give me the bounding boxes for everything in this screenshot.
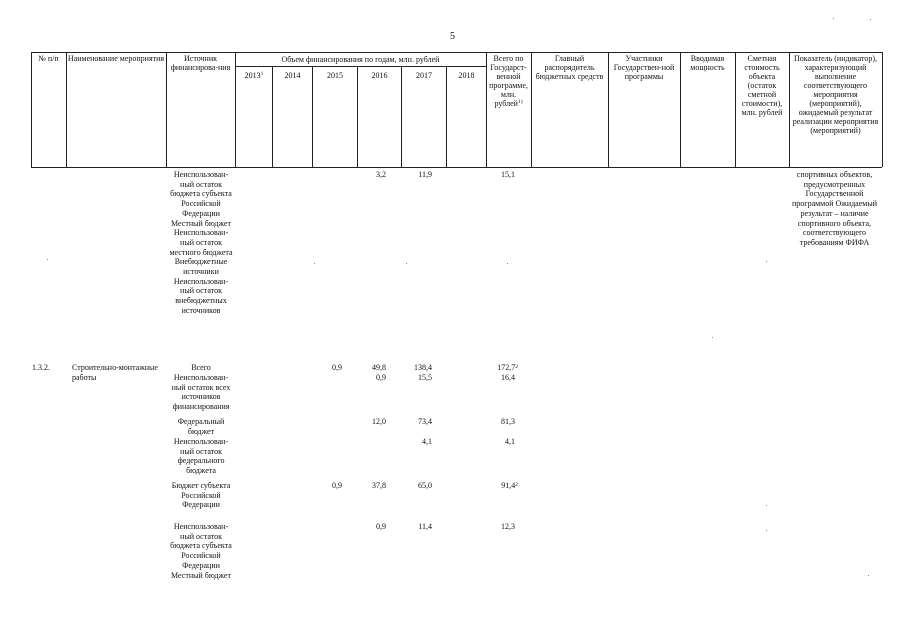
col-line	[401, 66, 402, 167]
row-total: 4,1	[505, 437, 515, 446]
row-2016: 37,8	[372, 481, 386, 490]
scan-speck	[712, 337, 713, 338]
header-total: Всего по Государст-венной программе, млн. рублей$^{1)}$	[489, 54, 528, 108]
row-2017: 65,0	[418, 481, 432, 490]
header-estimate: Сметная стоимость объекта (остаток сметной стоимости), млн. рублей	[741, 54, 783, 117]
row-total: 172,7$^2$	[497, 363, 518, 372]
header-bottom-border	[31, 167, 882, 168]
row-2017: 4,1	[422, 437, 432, 446]
row-source: Всего	[191, 363, 211, 372]
table-top-border	[31, 52, 882, 53]
section-a-2017: 11,9	[418, 170, 432, 179]
row-2015: 0,9	[332, 481, 342, 490]
row-2017: 15,5	[418, 373, 432, 382]
scan-speck	[833, 18, 834, 19]
section-a-2016: 3,2	[376, 170, 386, 179]
header-year-2014: 2014	[284, 71, 301, 80]
scan-speck	[406, 263, 407, 264]
col-line	[446, 66, 447, 167]
header-capacity: Вводимая мощность	[690, 54, 725, 72]
row-2017: 73,4	[418, 417, 432, 426]
header-year-2017: 2017	[416, 71, 432, 80]
row-total: 91,4$^2$	[501, 481, 518, 490]
row-2016: 12,0	[372, 417, 386, 426]
header-source: Источник финансирова-ния	[170, 54, 231, 72]
col-line	[882, 52, 883, 167]
col-line	[66, 52, 67, 167]
section-a-total: 15,1	[501, 170, 515, 179]
scan-speck	[766, 530, 767, 531]
header-manager: Главный распорядитель бюджетных средств	[535, 54, 604, 81]
row-2017: 11,4	[418, 522, 432, 531]
col-line	[272, 66, 273, 167]
col-line	[235, 52, 236, 167]
row-2017: 138,4	[414, 363, 432, 372]
row-total: 16,4	[501, 373, 515, 382]
scan-speck	[766, 505, 767, 506]
scan-speck	[870, 19, 871, 20]
header-name: Наименование мероприятия	[67, 54, 165, 63]
header-participants: Участники Государствен-ной программы	[613, 54, 675, 81]
header-year-2016: 2016	[371, 71, 388, 80]
header-year-2018: 2018	[458, 71, 475, 80]
row-total: 81,3	[501, 417, 515, 426]
row-2016: 49,8	[372, 363, 386, 372]
scan-speck	[47, 259, 48, 260]
row-total: 12,3	[501, 522, 515, 531]
row-source: Неиспользован-ный остаток всех источников финансирования	[171, 373, 231, 412]
section-b-name: Строительно-монтажные работы	[72, 363, 158, 382]
row-2016: 0,9	[376, 373, 386, 382]
scan-speck	[766, 261, 767, 262]
header-indicator: Показатель (индикатор), характеризующий выполнение соответствующего мероприятия (мероприятий), ожидаемый результат реализации мероприятия (мероприятий)	[792, 54, 879, 135]
row-source: Неиспользован-ный остаток бюджета субъекта Российской Федерации Местный бюджет	[170, 522, 232, 580]
header-year-2015: 2015	[327, 71, 343, 80]
header-num: № п/п	[38, 54, 59, 63]
scan-speck	[868, 575, 869, 576]
scan-speck	[314, 263, 315, 264]
col-line	[31, 52, 32, 167]
scan-speck	[507, 263, 508, 264]
row-source: Федеральный бюджет	[177, 417, 225, 436]
header-years-group: Объем финансирования по годам, млн. рублей	[281, 55, 440, 64]
row-2016: 0,9	[376, 522, 386, 531]
header-year-2013: 2013$^1$	[244, 71, 264, 80]
page-number: 5	[450, 31, 455, 42]
col-line	[312, 66, 313, 167]
section-b-num: 1.3.2.	[32, 363, 50, 372]
row-2015: 0,9	[332, 363, 342, 372]
col-line	[357, 66, 358, 167]
row-source: Неиспользован-ный остаток федерального бюджета	[173, 437, 229, 476]
section-a-source: Неиспользован-ный остаток бюджета субъекта Российской Федерации Местный бюджет Неиспользован-ный остаток местного бюджета Внебюджетные источники Неиспользован-ный остаток внебюджетных источников	[169, 170, 233, 315]
section-a-indicator: спортивных объектов, предусмотренных Государственной программой Ожидаемый результат – наличие спортивного объекта, соответствующего требованиям ФИФА	[792, 170, 877, 247]
row-source: Бюджет субъекта Российской Федерации	[171, 481, 231, 510]
